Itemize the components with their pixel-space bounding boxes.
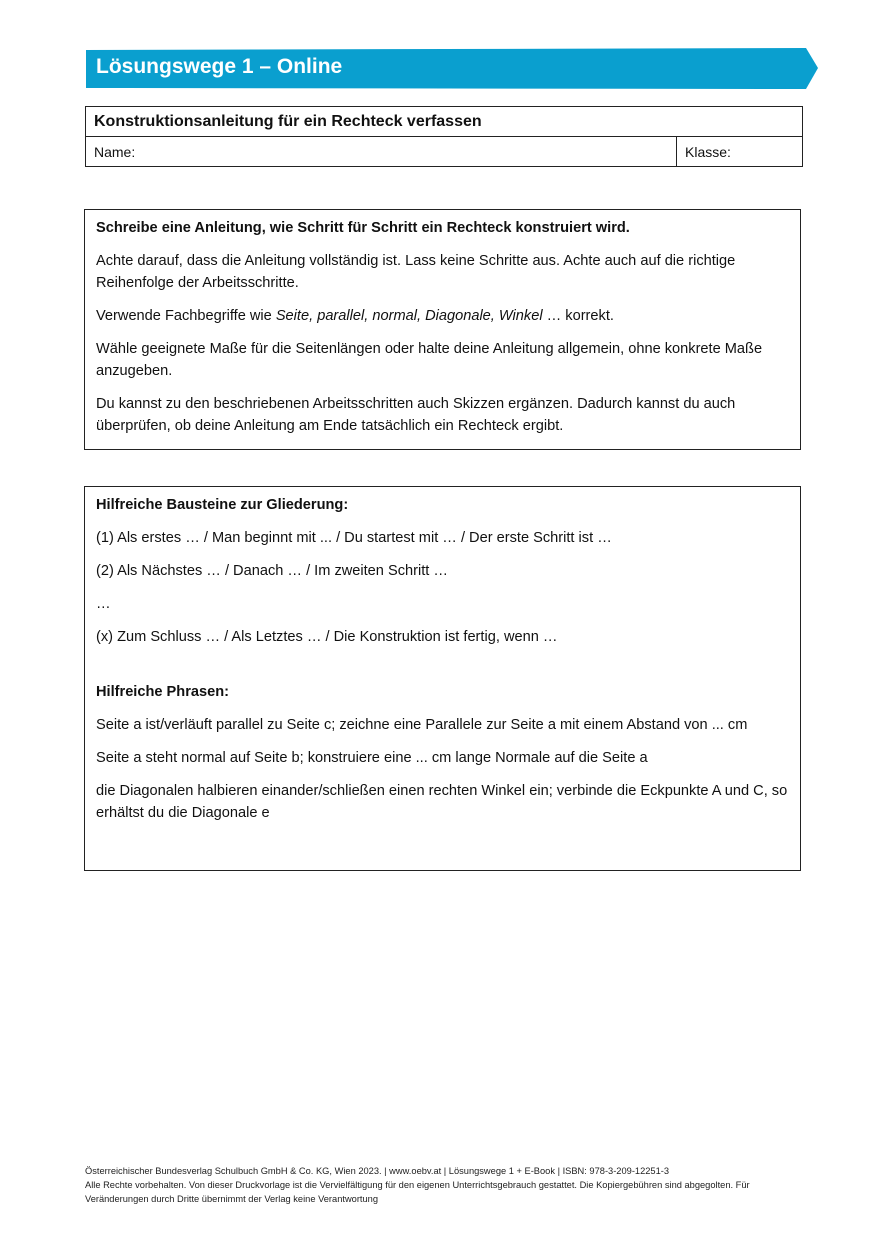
task-paragraph-terms bbox=[96, 305, 789, 327]
structure-heading: Hilfreiche Bausteine zur Gliederung: bbox=[96, 497, 349, 513]
structure-item: (1) Als erstes … / Man beginnt mit ... / Du startest mit … / Der erste Schritt ist … bbox=[96, 530, 612, 546]
task-paragraph-sketches: Du kannst zu den beschriebenen Arbeitsschritten auch Skizzen ergänzen. Dadurch kannst du auch überprüfen, ob deine Anleitung am Ende tatsächlich ein Rechteck ergibt. bbox=[96, 396, 736, 434]
task-box bbox=[84, 209, 801, 450]
terms-intro: Verwende Fachbegriffe wie bbox=[96, 308, 276, 324]
terms-list: Seite, parallel, normal, Diagonale, Winkel bbox=[275, 308, 543, 324]
task-heading: Schreibe eine Anleitung, wie Schritt für Schritt ein Rechteck konstruiert wird. bbox=[96, 220, 630, 236]
worksheet-title: Konstruktionsanleitung für ein Rechteck verfassen bbox=[86, 107, 803, 137]
structure-item: … bbox=[96, 596, 111, 612]
footer-rights-line: Alle Rechte vorbehalten. Von dieser Druckvorlage ist die Vervielfältigung für den eigenen Unterrichtsgebrauch gestattet. Die Kopiergebühren sind abgegolten. Für Veränderungen durch Dritte übernimmt der Verlag keine Verantwortung bbox=[85, 1180, 750, 1204]
worksheet-header bbox=[85, 106, 803, 167]
title-banner bbox=[86, 48, 818, 89]
terms-outro: … korrekt. bbox=[542, 308, 614, 324]
spacer bbox=[96, 659, 789, 681]
helpers-box bbox=[84, 486, 801, 871]
phrase-item: Seite a ist/verläuft parallel zu Seite c; zeichne eine Parallele zur Seite a mit einem Abstand von ... cm bbox=[96, 717, 748, 733]
footer-publisher-line: Österreichischer Bundesverlag Schulbuch GmbH & Co. KG, Wien 2023. | www.oebv.at | Lösungswege 1 + E-Book | ISBN: 978-3-209-12251-3 bbox=[85, 1166, 670, 1176]
structure-item: (x) Zum Schluss … / Als Letztes … / Die Konstruktion ist fertig, wenn … bbox=[96, 629, 558, 645]
phrases-heading: Hilfreiche Phrasen: bbox=[96, 684, 230, 700]
task-paragraph-measures: Wähle geeignete Maße für die Seitenlängen oder halte deine Anleitung allgemein, ohne konkrete Maße anzugeben. bbox=[96, 341, 763, 379]
phrase-item: die Diagonalen halbieren einander/schließen einen rechten Winkel ein; verbinde die Eckpunkte A und C, so erhältst du die Diagonale e bbox=[96, 783, 788, 821]
banner-title: Lösungswege 1 – Online bbox=[96, 55, 343, 78]
footer bbox=[85, 1164, 805, 1206]
structure-item: (2) Als Nächstes … / Danach … / Im zweiten Schritt … bbox=[96, 563, 448, 579]
phrase-item: Seite a steht normal auf Seite b; konstruiere eine ... cm lange Normale auf die Seite a bbox=[96, 750, 648, 766]
name-field: Name: bbox=[86, 137, 677, 167]
task-paragraph-completeness: Achte darauf, dass die Anleitung vollständig ist. Lass keine Schritte aus. Achte auch auf die richtige Reihenfolge der Arbeitsschritte. bbox=[96, 253, 736, 291]
class-field: Klasse: bbox=[677, 137, 803, 167]
